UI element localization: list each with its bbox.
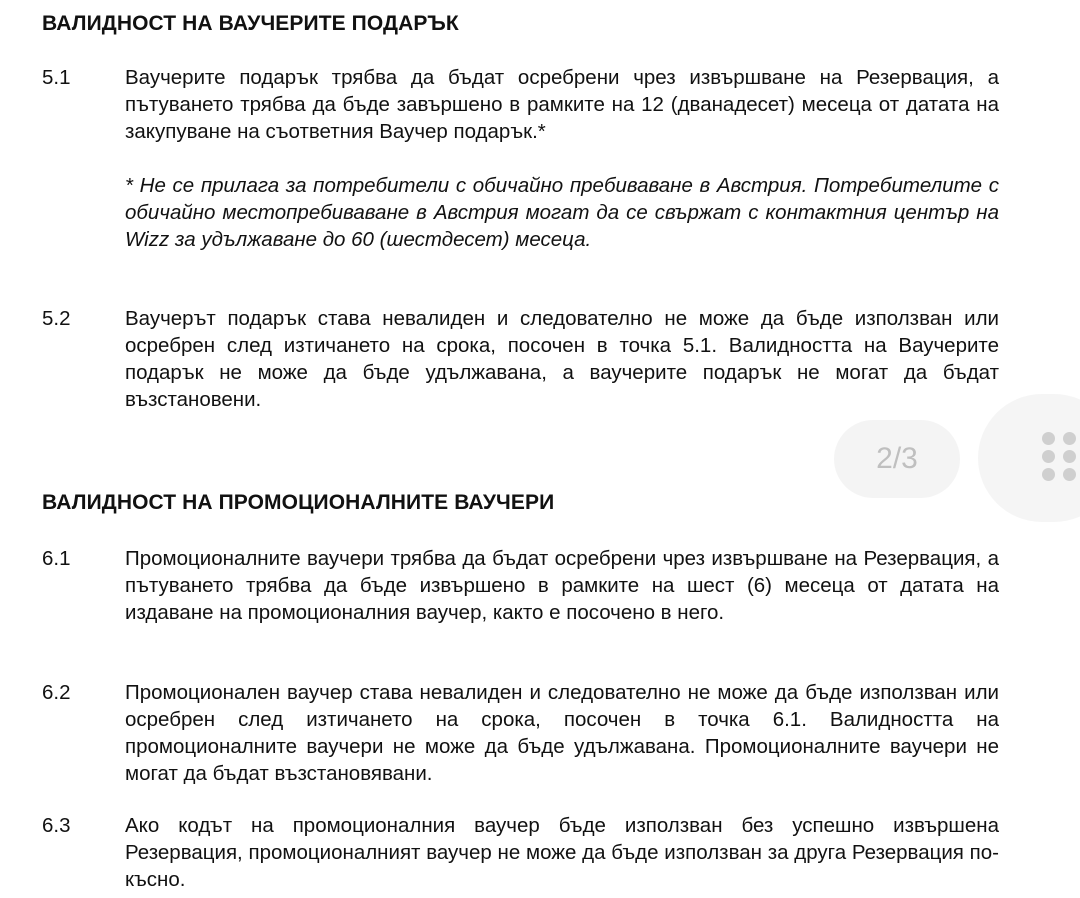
clause-6-1 (42, 545, 1002, 626)
page-indicator: 2/3 (834, 420, 960, 498)
clause-text: Промоционалните ваучери трябва да бъдат осребрени чрез извършване на Резервация, а пътуването трябва да бъде извършено в рамките на шест (6) месеца от датата на издаване на промоционалния ваучер, както е посочено в него. (125, 547, 999, 624)
clause-number: 6.2 (42, 681, 71, 704)
section-6-heading: ВАЛИДНОСТ НА ПРОМОЦИОНАЛНИТЕ ВАУЧЕРИ (42, 491, 555, 514)
clause-6-3 (42, 812, 1002, 893)
grip-dots-icon[interactable] (1042, 432, 1076, 482)
clause-text: Промоционален ваучер става невалиден и следователно не може да бъде използван или осребрен след изтичането на срока, посочен в точка 6.1. Валидността на промоционалните ваучери не може да бъде удължавана. Промоционалните ваучери не могат да бъдат възстановявани. (125, 681, 999, 785)
clause-5-2 (42, 305, 1002, 413)
clause-number: 5.1 (42, 66, 71, 89)
clause-number: 6.1 (42, 547, 71, 570)
clause-text: Ваучерът подарък става невалиден и следователно не може да бъде използван или осребрен след изтичането на срока, посочен в точка 5.1. Валидността на Ваучерите подарък не може да бъде удължавана, а ваучерите подарък не могат да бъдат възстановени. (125, 307, 999, 411)
clause-text: Ако кодът на промоционалния ваучер бъде използван без успешно извършена Резервация, промоционалният ваучер не може да бъде използван за друга Резервация по-късно. (125, 814, 999, 891)
clause-number: 6.3 (42, 814, 71, 837)
clause-text: Ваучерите подарък трябва да бъдат осребрени чрез извършване на Резервация, а пътуването трябва да бъде завършено в рамките на 12 (дванадесет) месеца от датата на закупуване на съответния Ваучер подарък.* (125, 66, 999, 143)
clause-number: 5.2 (42, 307, 71, 330)
section-5-heading: ВАЛИДНОСТ НА ВАУЧЕРИТЕ ПОДАРЪК (42, 12, 459, 35)
clause-5-1 (42, 64, 1002, 145)
clause-5-1-footnote: * Не се прилага за потребители с обичайно пребиваване в Австрия. Потребителите с обичайно местопребиваване в Австрия могат да се свържат с контактния център на Wizz за удължаване до 60 (шестдесет) месеца. (125, 174, 999, 251)
clause-6-2 (42, 679, 1002, 787)
